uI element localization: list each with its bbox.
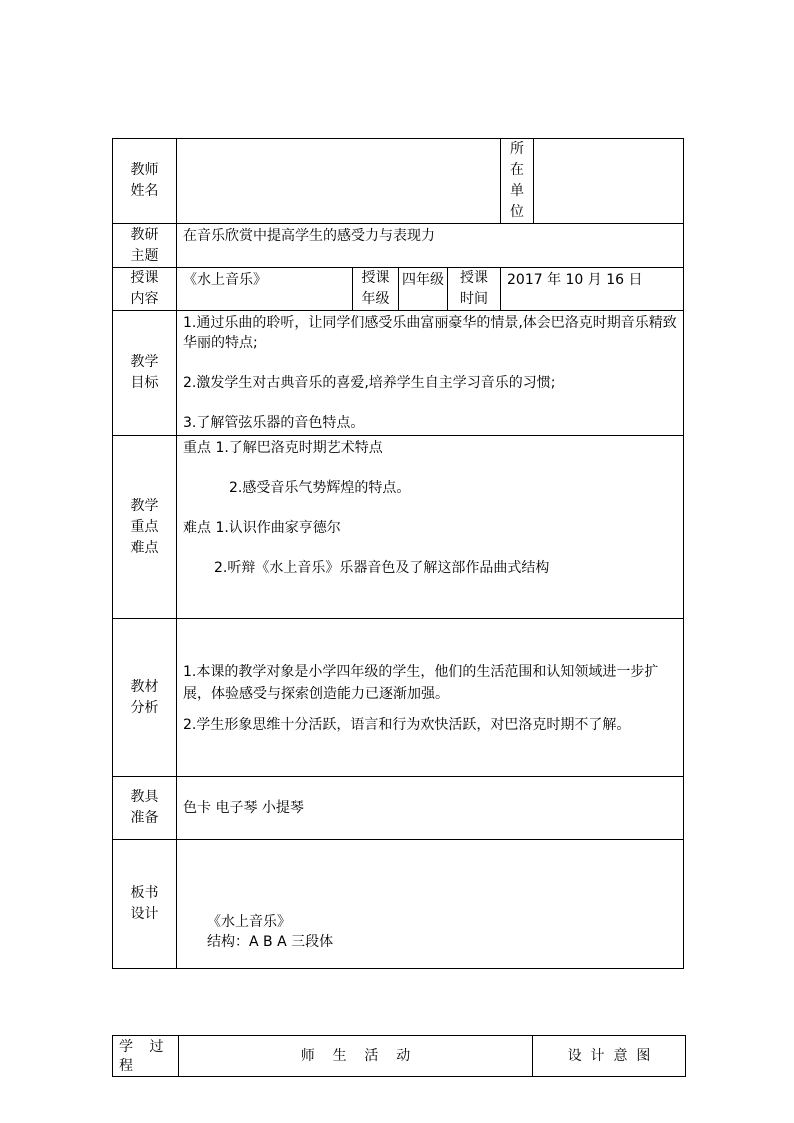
teacher-name-label: 教师姓名 [113,139,177,224]
row-analysis [113,619,684,777]
objective-item: 3.了解管弦乐器的音色特点。 [183,415,365,431]
board-title: 《水上音乐》 [207,914,291,930]
objectives-content [177,311,684,436]
research-topic-label: 教研主题 [113,224,177,268]
research-topic-value: 在音乐欣赏中提高学生的感受力与表现力 [177,224,684,268]
tools-label: 教具准备 [113,777,177,840]
row-tools [113,777,684,840]
board-label: 板书设计 [113,840,177,969]
row-teacher [113,139,684,224]
time-label: 授课时间 [448,268,501,311]
intent-label: 设 计 意 图 [533,1036,686,1077]
content-label: 授课内容 [113,268,177,311]
difficult-point-1: 难点 1.认识作曲家亨德尔 [183,520,341,536]
tools-value: 色卡 电子琴 小提琴 [177,777,684,840]
key-points-label: 教学重点难点 [113,436,177,619]
row-lesson-details [113,268,684,311]
key-point-1: 重点 1.了解巴洛克时期艺术特点 [183,440,383,456]
key-point-2: 2.感受音乐气势辉煌的特点。 [229,480,411,496]
analysis-item: 1.本课的教学对象是小学四年级的学生，他们的生活范围和认知领域进一步扩展，体验感受与探索创造能力已逐渐加强。 [183,663,659,702]
process-label: 学 过程 [113,1036,179,1077]
analysis-label: 教材分析 [113,619,177,777]
objectives-label: 教学目标 [113,311,177,436]
board-structure: 结构：A B A 三段体 [207,934,334,950]
analysis-item: 2.学生形象思维十分活跃，语言和行为欢快活跃，对巴洛克时期不了解。 [183,716,631,733]
grade-label: 授课年级 [353,268,399,311]
process-table [112,1035,686,1077]
unit-value [534,139,684,224]
activity-label: 师 生 活 动 [179,1036,533,1077]
row-objectives [113,311,684,436]
row-board [113,840,684,969]
difficult-point-2: 2.听辩《水上音乐》乐器音色及了解这部作品曲式结构 [214,560,550,576]
content-value: 《水上音乐》 [177,268,353,311]
grade-value: 四年级 [399,268,448,311]
row-key-points [113,436,684,619]
objective-item: 1.通过乐曲的聆听，让同学们感受乐曲富丽豪华的情景,体会巴洛克时期音乐精致华丽的特点; [183,315,677,351]
objective-item: 2.激发学生对古典音乐的喜爱,培养学生自主学习音乐的习惯; [183,375,556,391]
process-header-row [113,1036,686,1077]
unit-label: 所在单位 [501,139,534,224]
row-research-topic [113,224,684,268]
board-content [177,840,684,969]
time-value: 2017 年 10 月 16 日 [501,268,684,311]
key-points-content [177,436,684,619]
lesson-info-table [112,138,684,969]
analysis-content [177,619,684,777]
teacher-name-value [177,139,501,224]
